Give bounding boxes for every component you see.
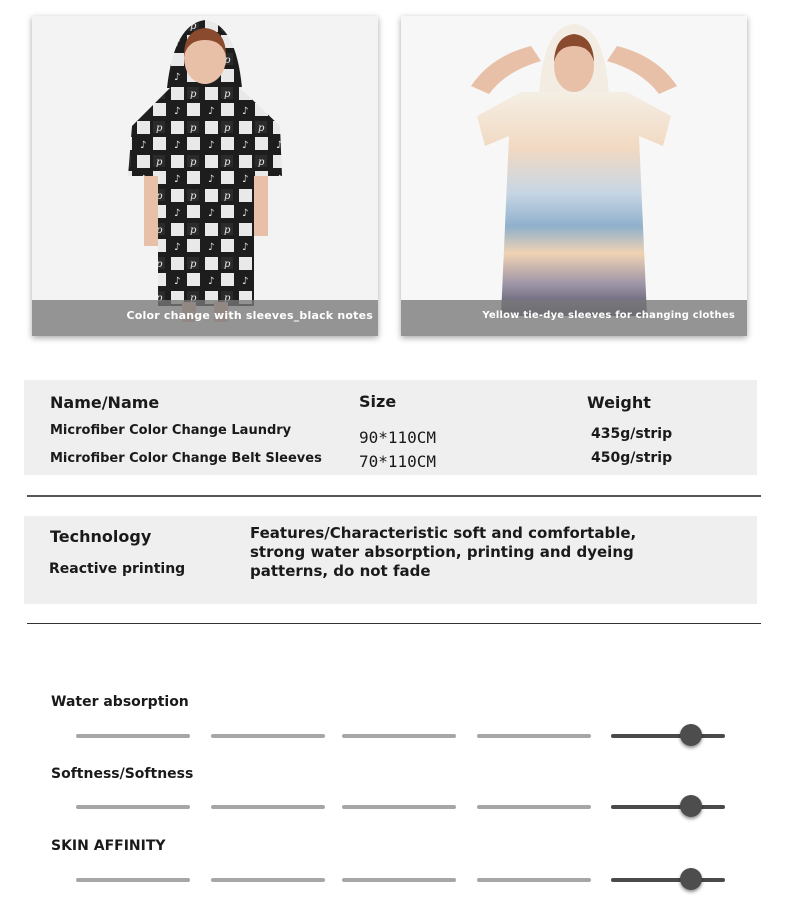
rating-label-skin-affinity: SKIN AFFINITY — [51, 838, 166, 854]
rating-segment — [211, 878, 325, 882]
rating-segment — [611, 805, 725, 809]
rating-segment — [76, 805, 190, 809]
rating-segment — [477, 805, 591, 809]
technology-value: Reactive printing — [49, 561, 186, 577]
row-2-size: 70*110CM — [359, 452, 437, 471]
row-1-name: Microfiber Color Change Laundry — [50, 423, 292, 438]
rating-segment — [477, 734, 591, 738]
features-line-2: strong water absorption, printing and dyeing — [250, 543, 634, 561]
rating-label-water-absorption: Water absorption — [51, 694, 189, 710]
name-header: Name/Name — [50, 393, 160, 412]
features-line-3: patterns, do not fade — [250, 562, 431, 580]
spec-table — [24, 380, 757, 475]
rating-segment — [342, 878, 456, 882]
rating-knob — [680, 795, 702, 817]
size-header: Size — [359, 392, 397, 411]
weight-header: Weight — [587, 393, 651, 412]
black-notes-poncho-illustration — [32, 16, 378, 336]
rating-segment — [342, 734, 456, 738]
rating-segment — [477, 878, 591, 882]
row-2-name: Microfiber Color Change Belt Sleeves — [50, 451, 322, 466]
row-2-weight: 450g/strip — [591, 450, 673, 466]
rating-scale-skin-affinity — [0, 868, 790, 892]
product-photo-black-notes — [32, 16, 378, 336]
row-1-weight: 435g/strip — [591, 426, 673, 442]
rating-scale-softness — [0, 795, 790, 819]
rating-segment — [76, 878, 190, 882]
rating-scale-water-absorption — [0, 724, 790, 748]
rating-segment — [342, 805, 456, 809]
photo-caption: Color change with sleeves_black notes — [126, 309, 373, 322]
rating-knob — [680, 868, 702, 890]
rating-label-softness: Softness/Softness — [51, 766, 194, 782]
divider — [27, 623, 761, 624]
product-photo-tie-dye — [401, 16, 747, 336]
rating-knob — [680, 724, 702, 746]
technology-panel — [24, 516, 757, 604]
rating-segment — [611, 878, 725, 882]
rating-segment — [611, 734, 725, 738]
rating-segment — [211, 805, 325, 809]
technology-label: Technology — [50, 527, 152, 546]
rating-segment — [211, 734, 325, 738]
divider — [27, 495, 761, 497]
row-1-size: 90*110CM — [359, 428, 437, 447]
tie-dye-poncho-illustration — [401, 16, 747, 336]
features-line-1: Features/Characteristic soft and comfortable, — [250, 524, 637, 542]
caption-bar — [401, 300, 747, 336]
photo-caption: Yellow tie-dye sleeves for changing clothes — [482, 310, 735, 321]
rating-segment — [76, 734, 190, 738]
caption-bar — [32, 300, 378, 336]
